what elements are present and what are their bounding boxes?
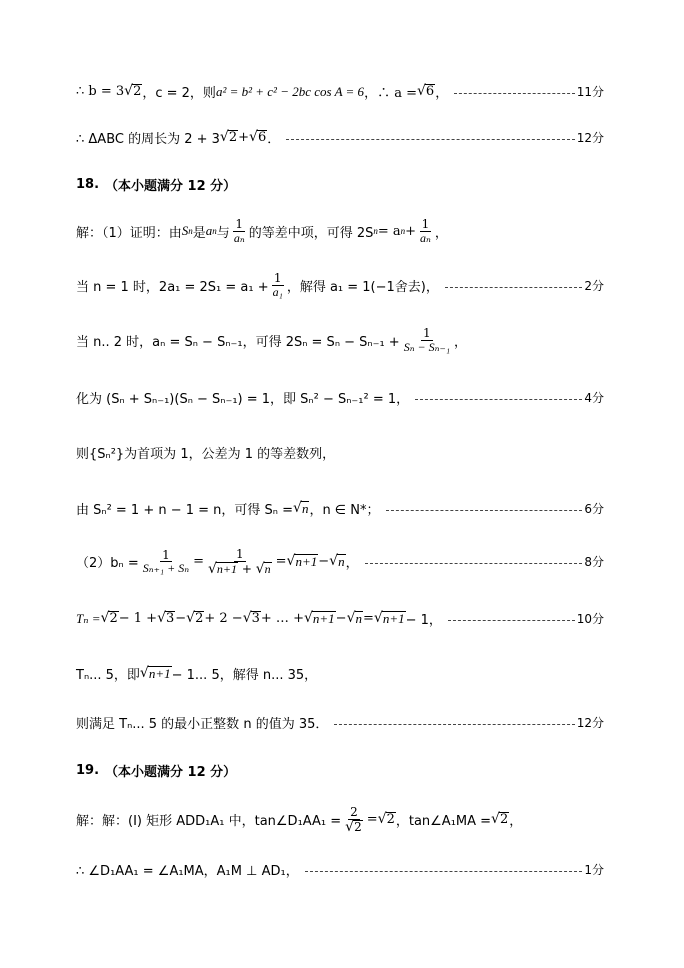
subscript-n: n bbox=[212, 226, 217, 237]
line-15 bbox=[76, 806, 604, 834]
line-5-text-b: ，解得 a₁ = 1(−1舍去)， bbox=[286, 279, 439, 295]
sqrt: √ 3 bbox=[157, 609, 175, 626]
line-9 bbox=[76, 499, 604, 518]
fraction: $\frac{1}{\text{Sₙ − Sₙ₋₁}}$ bbox=[403, 326, 451, 354]
term: − bbox=[335, 611, 347, 626]
line-12-text-b: − 1... 5，解得 n... 35， bbox=[171, 668, 318, 683]
sqrt-2: √ 2 bbox=[377, 811, 395, 828]
line-10-text-d: − bbox=[318, 554, 330, 570]
sqrt-2: √ 2 bbox=[491, 811, 509, 828]
line-16 bbox=[76, 860, 604, 879]
line-1-text-d: ， bbox=[435, 86, 449, 101]
line-10-text-c: = bbox=[275, 554, 287, 570]
line-5-text-a: 当 n = 1 时，2a₁ = 2S₁ = a₁ + bbox=[76, 279, 269, 295]
line-2-text-a: ∴ ΔABC 的周长为 2 + 3 bbox=[76, 132, 220, 147]
line-8-text-a: 则{Sₙ²}为首项为 1，公差为 1 的等差数列， bbox=[76, 447, 336, 462]
section-18-header bbox=[76, 175, 604, 194]
fraction: $\frac{1}{\text{aₙ}}$ bbox=[233, 217, 245, 245]
score-label: 11分 bbox=[576, 85, 604, 99]
line-11 bbox=[76, 609, 604, 628]
fraction: $\frac{1}{\text{aₙ}}$ bbox=[420, 217, 431, 245]
sqrt-n-plus-1: √ n+1 bbox=[286, 553, 318, 570]
symbol-s: S bbox=[181, 223, 189, 239]
fraction: $\frac{1}{\text{a₁}}$ bbox=[272, 271, 283, 299]
line-7-text-a: 化为 (Sₙ + Sₙ₋₁)(Sₙ − Sₙ₋₁) = 1，即 Sₙ² − Sₙ₋₁² = 1， bbox=[76, 392, 410, 407]
fraction-sqrt: 1 √ n+1 + √ n bbox=[207, 547, 271, 577]
dash-leader bbox=[334, 724, 574, 725]
line-4-text-a: 解：（1）证明：由 bbox=[76, 225, 182, 241]
term: − bbox=[175, 611, 187, 626]
line-1-text-b: ，c = 2，则 bbox=[142, 86, 216, 101]
sqrt-6: √ 6 bbox=[249, 128, 267, 145]
line-4 bbox=[76, 218, 604, 244]
line-4-text-d: 的等差中项，可得 2S bbox=[248, 225, 374, 241]
sqrt: √ n+1 bbox=[373, 609, 405, 626]
symbol-a: a bbox=[205, 223, 213, 239]
score-label: 12分 bbox=[576, 131, 604, 145]
fraction: $\frac{1}{\text{Sₙ₊₁ + Sₙ}}$ bbox=[142, 547, 190, 576]
line-11-text-a: Tₙ = bbox=[76, 610, 101, 626]
sqrt: √ n bbox=[346, 609, 362, 626]
line-1-equation: a² = b² + c² − 2bc cos A = 6 bbox=[215, 83, 365, 99]
term: + … + bbox=[260, 611, 304, 626]
sqrt-n: √ n bbox=[329, 553, 345, 570]
line-4-text-c: 与 bbox=[216, 225, 230, 241]
dash-leader bbox=[415, 399, 582, 400]
score-label: 8分 bbox=[584, 555, 604, 570]
score-label: 1分 bbox=[584, 863, 604, 877]
line-13-text-a: 则满足 Tₙ... 5 的最小正整数 n 的值为 35． bbox=[76, 717, 329, 732]
fraction-sqrt: 2 √ 2 bbox=[345, 805, 362, 835]
line-2-text-b: + bbox=[238, 130, 250, 145]
dash-leader bbox=[386, 510, 583, 511]
line-15-text-b: = bbox=[366, 812, 378, 828]
term: − 1 + bbox=[118, 611, 158, 626]
sqrt-2: √ 2 bbox=[124, 82, 142, 99]
line-13 bbox=[76, 713, 604, 732]
line-10-text-a: （2）bₙ = bbox=[76, 556, 139, 572]
dash-leader bbox=[365, 563, 583, 564]
line-12-text-a: Tₙ... 5，即 bbox=[76, 668, 140, 683]
subscript-n: n bbox=[188, 226, 193, 237]
sqrt: √ n+1 bbox=[303, 609, 335, 626]
line-1 bbox=[76, 82, 604, 101]
sqrt: √ 3 bbox=[242, 609, 260, 626]
sqrt-n: √ n bbox=[293, 499, 309, 516]
section-number: 18. bbox=[76, 177, 100, 192]
score-label: 4分 bbox=[584, 391, 604, 405]
section-19-header bbox=[76, 761, 604, 780]
line-4-text-f: + bbox=[405, 223, 417, 239]
line-12 bbox=[76, 664, 604, 683]
line-4-text-b: 是 bbox=[192, 225, 206, 241]
section-title: （本小题满分 12 分） bbox=[105, 179, 237, 194]
line-9-text-a: 由 Sₙ² = 1 + n − 1 = n，可得 Sₙ = bbox=[76, 503, 294, 518]
line-8 bbox=[76, 443, 604, 462]
line-15-text-d: ， bbox=[509, 814, 523, 830]
line-10-text-b: = bbox=[193, 554, 204, 570]
dash-leader bbox=[305, 871, 583, 872]
section-number: 19. bbox=[76, 763, 100, 778]
line-5 bbox=[76, 272, 604, 298]
line-4-text-g: ， bbox=[434, 225, 448, 241]
line-15-text-c: ，tan∠A₁MA = bbox=[395, 814, 492, 830]
term: − 1， bbox=[405, 613, 442, 628]
score-label: 12分 bbox=[576, 716, 604, 730]
score-label: 2分 bbox=[584, 278, 604, 293]
line-4-text-e: = a bbox=[377, 223, 401, 239]
line-9-text-b: ，n ∈ N*； bbox=[309, 503, 380, 518]
line-6-text-a: 当 n.. 2 时，aₙ = Sₙ − Sₙ₋₁，可得 2Sₙ = Sₙ − Sₙ₋₁ + bbox=[76, 334, 400, 350]
dash-leader bbox=[454, 93, 575, 94]
dash-leader bbox=[448, 620, 575, 621]
line-7 bbox=[76, 388, 604, 407]
sqrt-n-plus-1: √ n+1 bbox=[139, 664, 171, 681]
line-16-text-a: ∴ ∠D₁AA₁ = ∠A₁MA，A₁M ⊥ AD₁， bbox=[76, 864, 299, 879]
sqrt-2: √ 2 bbox=[219, 128, 238, 145]
dash-leader bbox=[445, 287, 583, 288]
line-1-text-a: ∴ b = 3 bbox=[76, 84, 125, 99]
line-15-text-a: 解：解：(I) 矩形 ADD₁A₁ 中，tan∠D₁AA₁ = bbox=[76, 814, 342, 830]
sqrt-6: √ 6 bbox=[416, 82, 435, 99]
sqrt: √ 2 bbox=[186, 609, 204, 626]
term: + 2 − bbox=[204, 611, 243, 626]
sqrt: √ 2 bbox=[100, 609, 118, 626]
term: = bbox=[363, 611, 374, 626]
line-1-text-c: ，∴ a = bbox=[364, 86, 417, 101]
subscript-n: n bbox=[400, 226, 406, 237]
dash-leader bbox=[286, 139, 574, 140]
score-label: 10分 bbox=[576, 612, 604, 626]
line-10-text-e: ， bbox=[345, 556, 359, 572]
subscript-n: n bbox=[373, 226, 378, 237]
line-2-text-c: ． bbox=[267, 132, 281, 147]
score-label: 6分 bbox=[584, 502, 604, 516]
line-10 bbox=[76, 548, 604, 576]
line-2 bbox=[76, 128, 604, 147]
line-6 bbox=[76, 327, 604, 353]
section-title: （本小题满分 12 分） bbox=[105, 765, 237, 780]
line-6-text-b: ， bbox=[454, 334, 468, 350]
